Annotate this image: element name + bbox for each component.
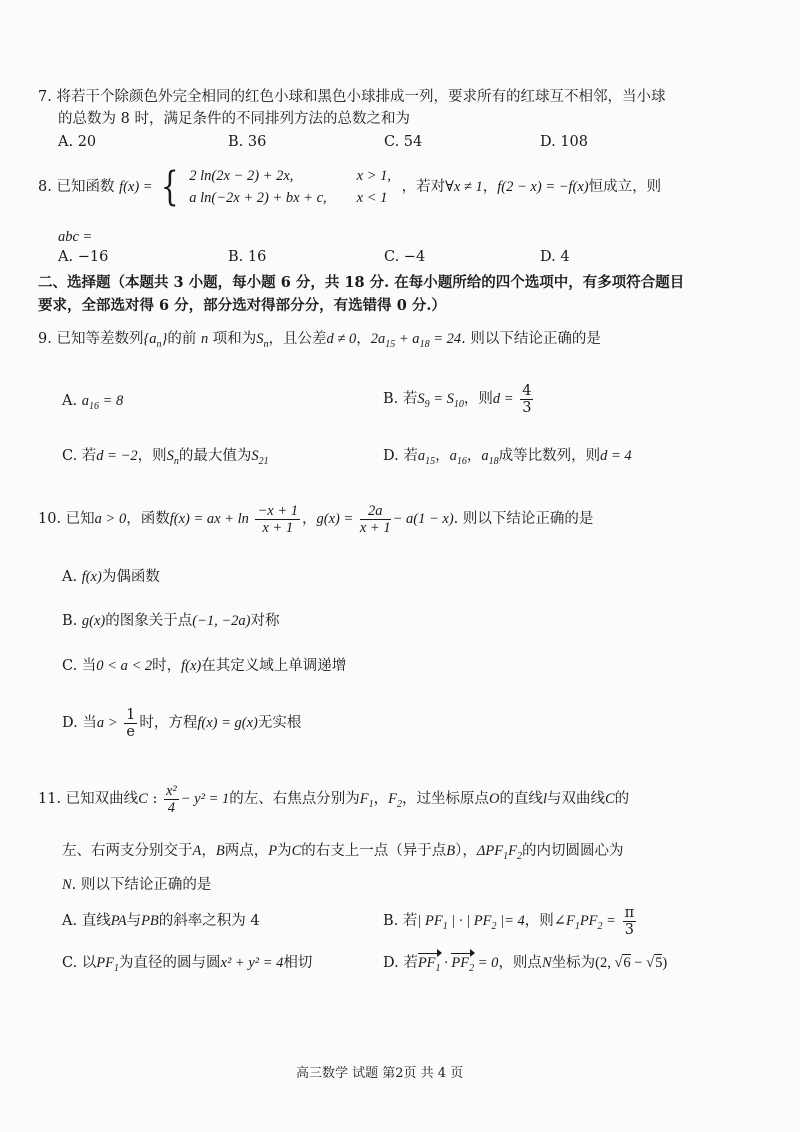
q10-option-b: B. g(x)的图象关于点(−1, −2a)对称 <box>62 613 280 629</box>
q9-d: d ≠ 0 <box>326 331 357 347</box>
q7-line2: 的总数为 8 时，满足条件的不同排列方法的总数之和为 <box>58 111 410 127</box>
q9-text-5: ， <box>356 331 371 347</box>
q9-text-3: 项和为 <box>212 331 257 347</box>
q8-case2-cond: x < 1 <box>356 190 388 206</box>
q9-n: n <box>200 331 209 347</box>
q11-stem-line3: N. 则以下结论正确的是 <box>62 877 212 893</box>
q9-seq: $\{a_n\}$ <box>143 331 168 350</box>
q9-b-fraction: $\frac{4}{3}$ <box>522 382 532 416</box>
q11-b-fraction: $\frac{\pi}{3}$ <box>624 904 635 938</box>
q10-d-fraction: $\frac{1}{e}$ <box>126 706 136 740</box>
q11-option-d: D. 若$PF_1 \cdot PF_2 = 0$，则点N坐标为(2, √6 − √5) <box>383 952 667 980</box>
q7-line1: 7. 将若干个除颜色外完全相同的红色小球和黑色小球排成一列，要求所有的红球互不相邻，当小球 <box>38 89 666 105</box>
q8-option-c: C. −4 <box>384 249 426 265</box>
q8-brace: { <box>161 164 179 210</box>
q8-piecewise <box>189 165 397 209</box>
q8-abc: abc = <box>58 229 93 245</box>
section2-header-line2: 要求，全部选对得 6 分，部分选对得部分分，有选错得 0 分.） <box>38 297 446 314</box>
q8-option-d: D. 4 <box>540 249 570 265</box>
q9-eq: $2a_{15} + a_{18} = 24$ <box>370 331 462 350</box>
q9-option-a: A. $a_{16} = 8$ <box>62 393 124 412</box>
q9-text-2: 的前 <box>167 331 197 347</box>
q8-suffix-pre: ，若对 <box>401 179 446 195</box>
q8-forall: ∀x ≠ 1 <box>445 179 483 195</box>
q11-stem-line2: 左、右两支分别交于A，B两点，P为C的右支上一点（异于点B），$\Delta PF_1F_2$的内切圆圆心为 <box>62 843 624 862</box>
q9-text-6: . 则以下结论正确的是 <box>461 331 601 347</box>
q9-sn: $S_n$ <box>256 331 269 350</box>
q9-text-1: 9. 已知等差数列 <box>38 331 144 347</box>
q10-f-fraction: $\frac{-x + 1}{x + 1}$ <box>257 502 298 536</box>
q8-case2-expr: a ln(−2x + 2) + bx + c, <box>189 190 327 206</box>
q11-hyperbola-fraction: $\frac{\text{x²}}{4}$ <box>165 782 177 816</box>
q9-option-b: B. 若$S_9 = S_{10}$，则d = $\frac{4}{3}$ <box>383 382 532 416</box>
q11-stem-line1: 11. 已知双曲线C : $\frac{\text{x²}}{4}$ − y² = 1的左、右焦点分别为$F_1$，$F_2$，过坐标原点O的直线l与双曲线C的 <box>38 782 630 816</box>
q8-case1-cond: x > 1, <box>356 168 392 184</box>
q8-suffix-post: 恒成立，则 <box>588 179 662 195</box>
q8-prefix: 8. 已知函数 <box>38 179 115 195</box>
q11-option-a: A. 直线PA与PB的斜率之积为 4 <box>62 913 260 929</box>
q9-option-c: C. 若d = −2，则$S_n$的最大值为$S_{21}$ <box>62 448 269 467</box>
q8-option-b: B. 16 <box>228 249 267 265</box>
q7-option-a: A. 20 <box>58 134 97 150</box>
q8-fx: f(x) = <box>119 179 153 195</box>
q11-option-c: C. 以$PF_1$为直径的圆与圆x² + y² = 4相切 <box>62 955 313 974</box>
q9-stem <box>38 328 601 356</box>
page-footer: 高三数学 试题 第2页 共 4 页 <box>296 1066 464 1081</box>
q10-option-c: C. 当0 < a < 2时，f(x)在其定义域上单调递增 <box>62 658 347 674</box>
q8-comma: ， <box>482 179 498 195</box>
q8-identity: f(2 − x) = −f(x) <box>497 179 589 195</box>
q9-option-d: D. 若$a_{15}$，$a_{16}$，$a_{18}$成等比数列，则d = 4 <box>383 448 632 467</box>
q8-stem <box>38 162 661 212</box>
q7-option-c: C. 54 <box>384 134 423 150</box>
q8-case1-expr: 2 ln(2x − 2) + 2x, <box>189 168 294 184</box>
q7-option-b: B. 36 <box>228 134 267 150</box>
section2-header-line1: 二、选择题（本题共 3 小题，每小题 6 分，共 18 分. 在每小题所给的四个选项中，有多项符合题目 <box>38 274 685 291</box>
q10-stem: 10. 已知a > 0，函数f(x) = ax + ln $\frac{-x + 1}{x + 1}$ ，g(x) = $\frac{2a}{x + 1}$ − a(1 − x). 则以下结论正确的是 <box>38 502 594 536</box>
q10-g-fraction: $\frac{2a}{x + 1}$ <box>359 502 391 536</box>
q9-text-4: ，且公差 <box>268 331 327 347</box>
q10-option-a: A. f(x)为偶函数 <box>62 569 160 585</box>
q11-option-b: B. 若| $PF_1$ | · | $PF_2$ |= 4，则$\angle F_1PF_2$ = $\frac{\pi}{3}$ <box>383 904 635 938</box>
q8-option-a: A. −16 <box>58 249 109 265</box>
q7-option-d: D. 108 <box>540 134 589 150</box>
q10-option-d: D. 当a > $\frac{1}{e}$ 时，方程f(x) = g(x)无实根 <box>62 706 302 740</box>
